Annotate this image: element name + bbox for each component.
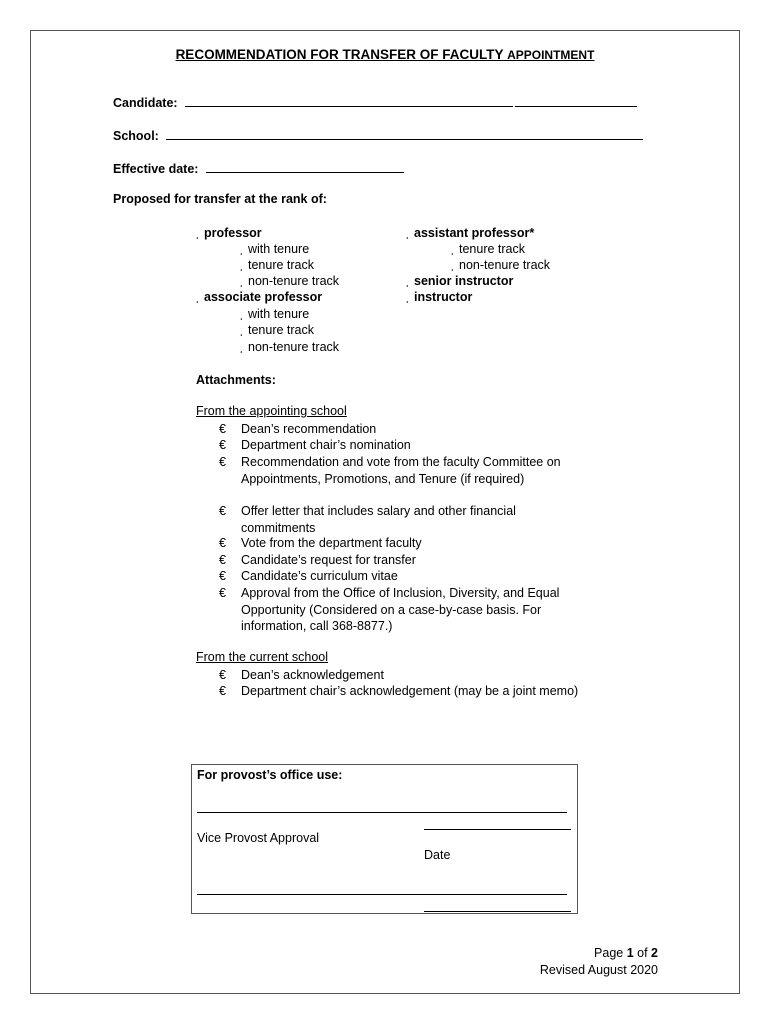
second-date-line[interactable] [424, 911, 571, 912]
rank-instructor[interactable] [406, 290, 472, 304]
checkbox-mark[interactable]: ¸ [196, 293, 199, 303]
option-label: tenure track [248, 323, 315, 337]
option-associate-non-tenure-track[interactable] [240, 340, 339, 354]
provost-heading: For provost’s office use: [197, 768, 343, 782]
rank-professor[interactable] [196, 226, 262, 240]
effective-date-field[interactable] [113, 160, 404, 176]
second-signature-line[interactable] [197, 894, 567, 895]
checkbox-mark[interactable]: ¸ [406, 229, 409, 239]
option-label: non-tenure track [248, 274, 340, 288]
bullet-icon: € [219, 553, 226, 567]
school-line[interactable] [166, 127, 643, 140]
option-label: with tenure [248, 307, 310, 321]
bullet-icon: € [219, 569, 226, 583]
attachments-label: Attachments: [196, 373, 276, 387]
checkbox-mark[interactable]: ¸ [240, 343, 243, 353]
proposed-label: Proposed for transfer at the rank of: [113, 192, 327, 206]
school-field[interactable] [113, 127, 643, 143]
option-assistant-tenure-track[interactable] [451, 242, 525, 256]
rank-associate-professor[interactable] [196, 290, 322, 304]
rank-senior-instructor[interactable] [406, 274, 513, 288]
date-label: Date [424, 848, 451, 862]
rank-label: professor [204, 226, 262, 240]
title-suffix: APPOINTMENT [507, 48, 595, 62]
checkbox-mark[interactable]: ¸ [451, 261, 454, 271]
checkbox-mark[interactable]: ¸ [406, 293, 409, 303]
bullet-icon: € [219, 455, 226, 469]
page-number: Page 1 of 2 [594, 946, 658, 960]
option-label: with tenure [248, 242, 310, 256]
option-professor-non-tenure-track[interactable] [240, 274, 339, 288]
vice-provost-approval-label: Vice Provost Approval [197, 831, 320, 845]
bullet-icon: € [219, 668, 226, 682]
option-label: non-tenure track [459, 258, 551, 272]
checkbox-mark[interactable]: ¸ [240, 245, 243, 255]
option-associate-with-tenure[interactable] [240, 307, 309, 321]
checkbox-mark[interactable]: ¸ [196, 229, 199, 239]
option-label: non-tenure track [248, 340, 340, 354]
checkbox-mark[interactable]: ¸ [240, 310, 243, 320]
rank-label: senior instructor [414, 274, 514, 288]
effective-date-line[interactable] [206, 160, 404, 173]
title-main: RECOMMENDATION FOR TRANSFER OF FACULTY [175, 47, 504, 62]
candidate-label: Candidate: [113, 96, 178, 110]
option-label: tenure track [248, 258, 315, 272]
approval-signature-line[interactable] [197, 812, 567, 813]
checkbox-mark[interactable]: ¸ [240, 326, 243, 336]
school-label: School: [113, 129, 159, 143]
checkbox-mark[interactable]: ¸ [240, 277, 243, 287]
appointing-school-heading: From the appointing school [196, 404, 347, 418]
bullet-icon: € [219, 586, 226, 600]
revised-date: Revised August 2020 [539, 963, 658, 977]
bullet-icon: € [219, 536, 226, 550]
checkbox-mark[interactable]: ¸ [240, 261, 243, 271]
bullet-icon: € [219, 504, 226, 518]
bullet-icon: € [219, 422, 226, 436]
rank-assistant-professor[interactable] [406, 226, 534, 240]
document-title [0, 47, 770, 62]
provost-office-box [191, 764, 578, 914]
bullet-icon: € [219, 438, 226, 452]
option-assistant-non-tenure-track[interactable] [451, 258, 550, 272]
option-label: tenure track [459, 242, 526, 256]
option-professor-tenure-track[interactable] [240, 258, 314, 272]
candidate-line-2[interactable] [515, 94, 637, 107]
option-professor-with-tenure[interactable] [240, 242, 309, 256]
date-line[interactable] [424, 829, 571, 830]
effective-date-label: Effective date: [113, 162, 199, 176]
current-school-heading: From the current school [196, 650, 328, 664]
rank-label: assistant professor* [414, 226, 535, 240]
candidate-line[interactable] [185, 94, 513, 107]
checkbox-mark[interactable]: ¸ [451, 245, 454, 255]
bullet-icon: € [219, 684, 226, 698]
rank-label: associate professor [204, 290, 323, 304]
checkbox-mark[interactable]: ¸ [406, 277, 409, 287]
rank-label: instructor [414, 290, 473, 304]
option-associate-tenure-track[interactable] [240, 323, 314, 337]
candidate-field[interactable] [113, 94, 637, 110]
